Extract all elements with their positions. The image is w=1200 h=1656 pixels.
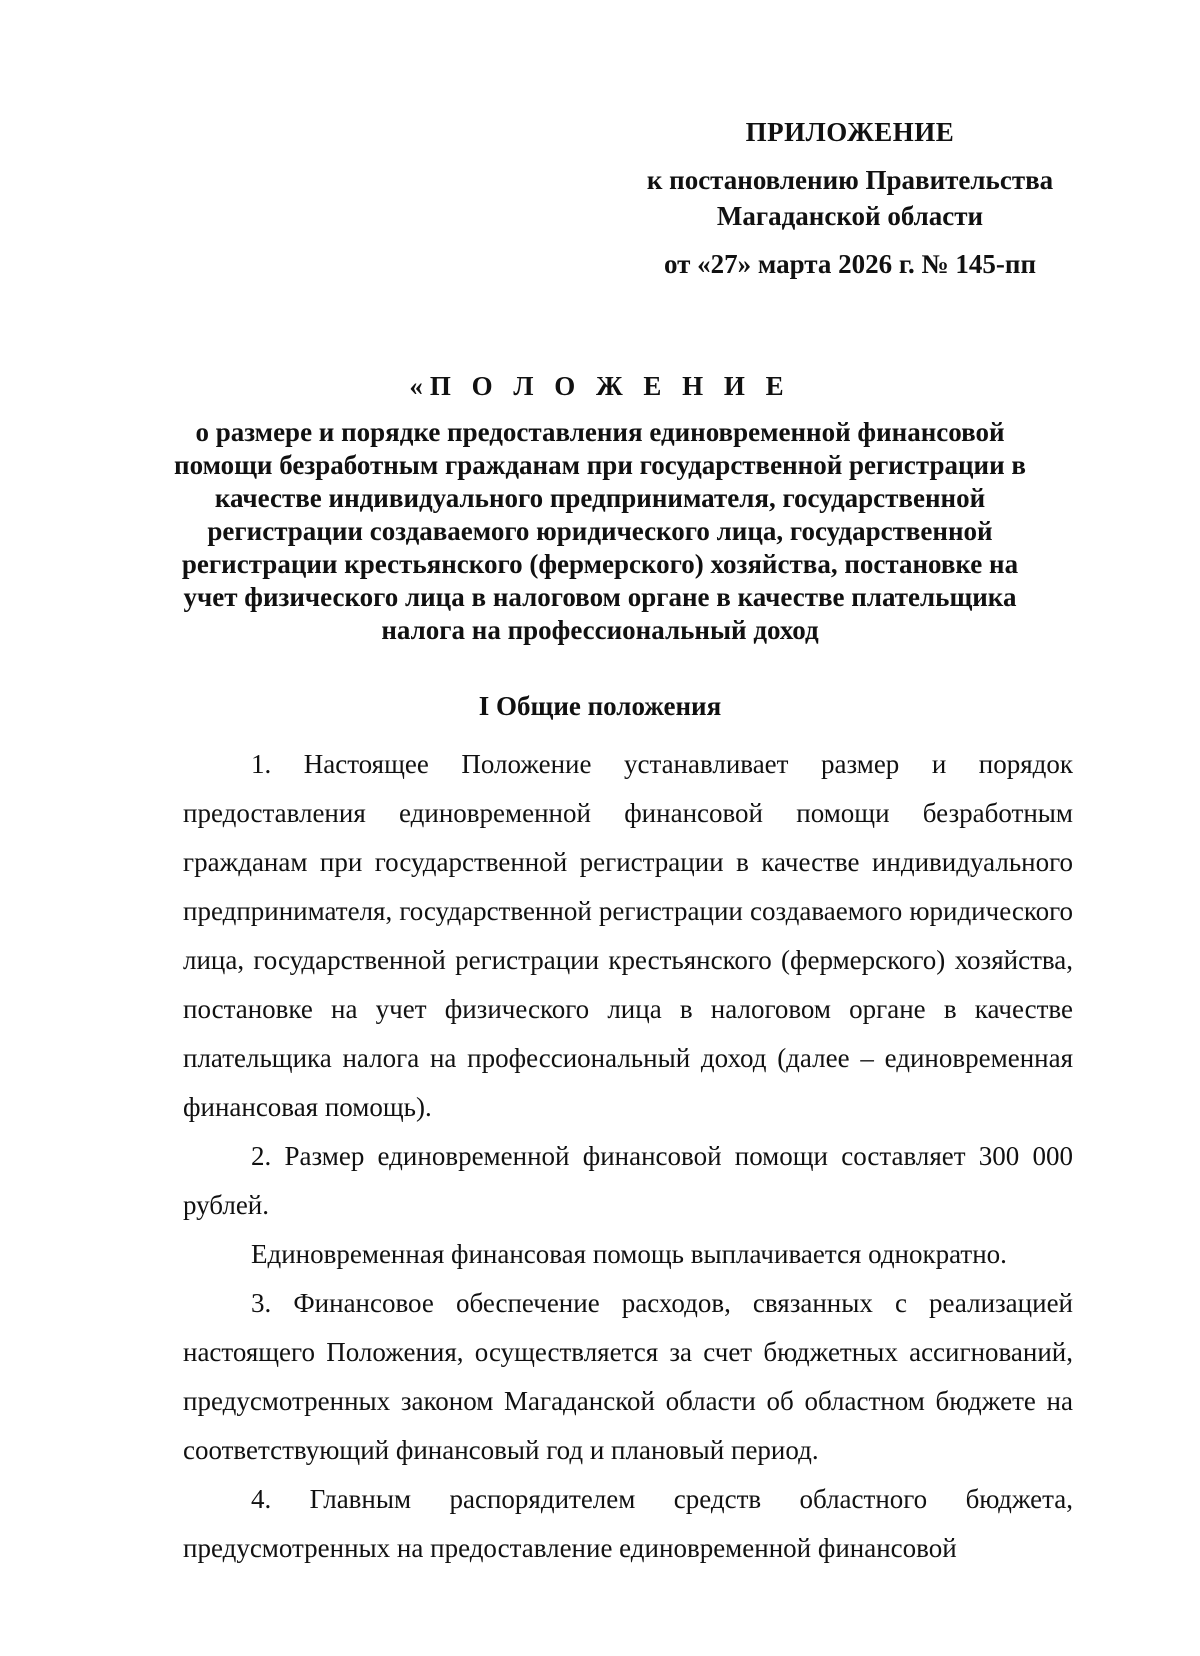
- document-heading: «П О Л О Ж Е Н И Е: [409, 371, 791, 401]
- annex-line-2: Магаданской области: [716, 201, 984, 231]
- document-subject: о размере и порядке предоставления единовременной финансовой помощи безработным гражданам при государственной регистрации в качестве индивидуального предпринимателя, государственной регистрации создаваемого юридического лица, государственной регистрации крестьянского (фермерского) хозяйства, постановке на учет физического лица в налоговом органе в качестве плательщика налога на профессиональный доход: [174, 417, 1026, 645]
- paragraph-2-note: Единовременная финансовая помощь выплачивается однократно.: [251, 1239, 1007, 1269]
- annex-title: ПРИЛОЖЕНИЕ: [745, 117, 955, 147]
- paragraph-4: 4. Главным распорядителем средств областного бюджета, предусмотренных на предоставление единовременной финансовой: [183, 1484, 1073, 1563]
- paragraph-3: 3. Финансовое обеспечение расходов, связанных с реализацией настоящего Положения, осуществляется за счет бюджетных ассигнований, предусмотренных законом Магаданской области об областном бюджете на соответствующий финансовый год и плановый период.: [183, 1288, 1073, 1465]
- annex-line-1: к постановлению Правительства: [646, 165, 1054, 195]
- document-title-block: [150, 368, 1050, 647]
- annex-header: [620, 114, 1080, 282]
- annex-date: от «27» марта 2026 г. № 145-пп: [663, 249, 1037, 279]
- paragraph-1: 1. Настоящее Положение устанавливает размер и порядок предоставления единовременной финансовой помощи безработным гражданам при государственной регистрации в качестве индивидуального предпринимателя, государственной регистрации создаваемого юридического лица, государственной регистрации крестьянского (фермерского) хозяйства, постановке на учет физического лица в налоговом органе в качестве плательщика налога на профессиональный доход (далее – единовременная финансовая помощь).: [183, 749, 1073, 1122]
- section-title: I Общие положения: [478, 691, 722, 721]
- paragraph-2: 2. Размер единовременной финансовой помощи составляет 300 000 рублей.: [183, 1141, 1073, 1220]
- body-text: [183, 740, 1073, 1573]
